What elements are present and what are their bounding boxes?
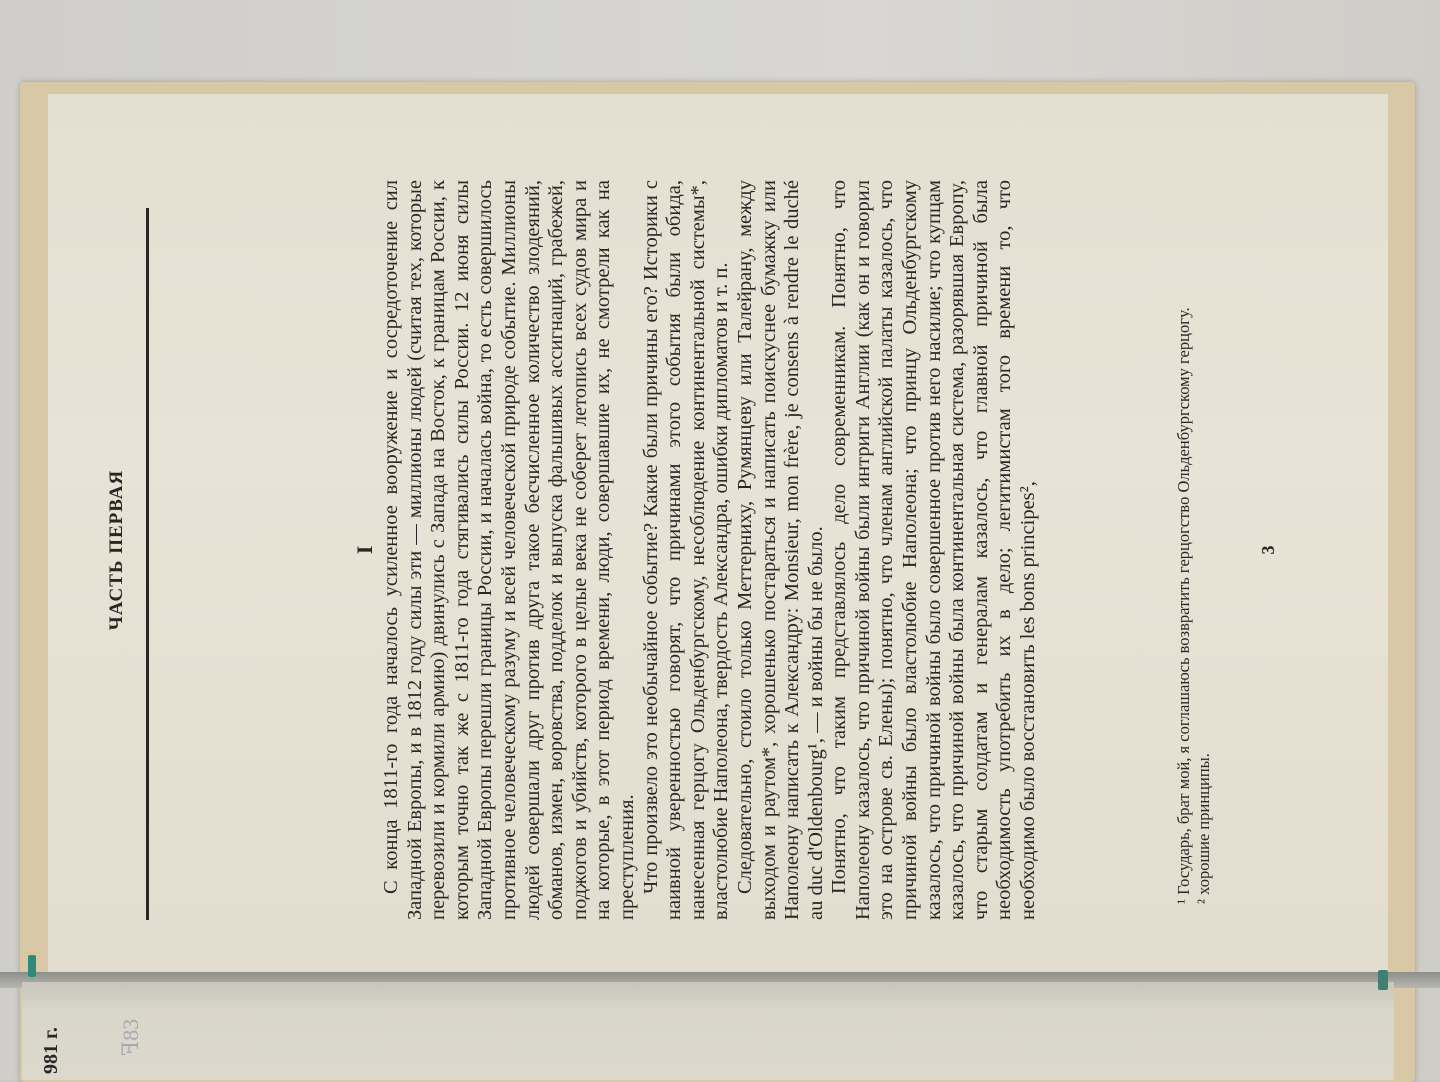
paragraph: Понятно, что таким представлялось дело современникам. Понятно, что Наполеону казалось, что причиной войны были интриги Англии (как он и говорил это на острове св. Елены); понятно, что членам английской палаты казалось, что причиной войны было властолюбие Наполеона; что принцу Ольденбургскому казалось, что причиной войны было совершенное против него насилие; что купцам казалось, что причиной войны была континентальная система, разорявшая Европу, что старым солдатам и генералам казалось, что главной причиной была необходимость употребить их в дело; легитимистам того времени то, что необходимо было восстановить les bons principes², <box>828 180 1040 920</box>
page-text-block <box>100 180 1278 920</box>
body-text <box>380 180 1041 920</box>
footnote: ² хорошие принципы. <box>1194 753 1213 904</box>
paragraph: С конца 1811-го года началось усиленное вооружение и сосредоточение сил Западной Европы, и в 1812 году силы эти — миллионы людей (считая тех, которые перевозили и кормили армию) двинулись с Запада на Восток, к границам России, к которым точно так же с 1811-го года стягивались силы России. 12 июня силы Западной Европы перешли границы России, и началась война, то есть совершилось противное человеческому разуму и всей человеческой природе событие. Миллионы людей совершали друг против друга такое бесчисленное количество злодеяний, обманов, измен, воровства, подделок и выпуска фальшивых ассигнаций, грабежей, поджогов и убийств, которого в целые века не соберет летопись всех судов мира и на которые, в этот период времени, люди, совершавшие их, не смотрели как на преступления. <box>380 180 638 920</box>
chapter-number: I <box>352 545 377 555</box>
title-rule <box>146 208 149 920</box>
left-page-fragment: 981 г. <box>40 1027 62 1074</box>
bookmark-thread <box>28 955 36 977</box>
footnote: ¹ Государь, брат мой, я соглашаюсь возвратить герцогство Ольденбургскому герцогу. <box>1174 307 1193 904</box>
library-stamp: ꟻ83 <box>118 1018 143 1056</box>
part-title: ЧАСТЬ ПЕРВАЯ <box>106 469 127 631</box>
paragraph: Следовательно, стоило только Меттерниху, Румянцеву или Талейрану, между выходом и раутом*, хорошенько постараться и написать поискуснее бумажку или Наполеону написать к Александру: Monsieur, mon frère, je consens à rendre le duché au duc d'Oldenbourg¹, — и войны бы не было. <box>733 180 827 920</box>
bookmark-thread-end <box>1378 970 1388 990</box>
paragraph: Что произвело это необычайное событие? Какие были причины его? Историки с наивной уверенностью говорят, что причинами этого события были обида, нанесенная герцогу Ольденбургскому, несоблюдение континентальной системы*, властолюбие Наполеона, твердость Александра, ошибки дипломатов и т. п. <box>639 180 733 920</box>
left-page <box>22 982 1394 1080</box>
footnotes <box>1174 180 1214 920</box>
page-number: 3 <box>1258 545 1278 555</box>
